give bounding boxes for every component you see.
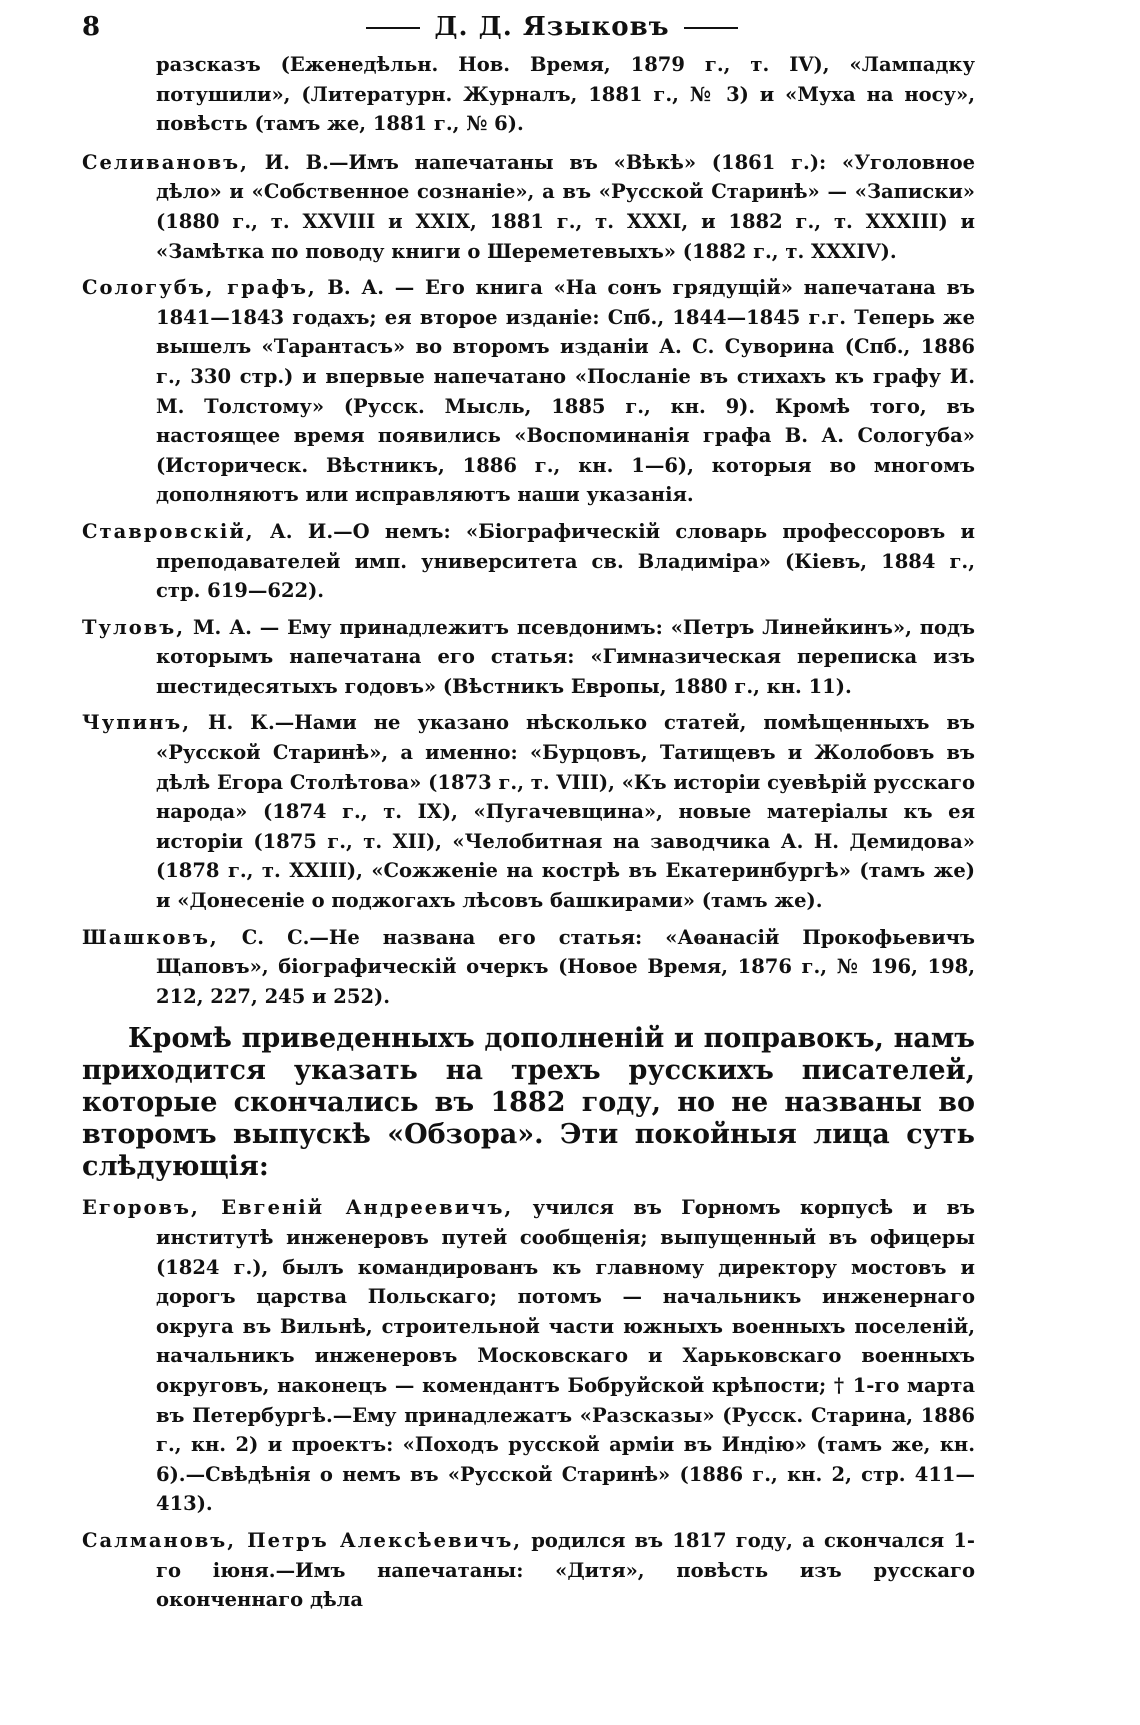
entry-name: Чупинъ,	[82, 711, 192, 735]
entry-continuation	[82, 50, 975, 139]
entry-chupin	[82, 708, 975, 915]
entry-selivanov	[82, 148, 975, 266]
entry-text: А. И.—О немъ: «Біографическій словарь профессоровъ и преподавателей имп. университета св. Владиміра» (Кіевъ, 1884 г., стр. 619—622).	[156, 519, 975, 603]
entry-text: Н. К.—Нами не указано нѣсколько статей, помѣщенныхъ въ «Русской Старинѣ», а именно: «Бурцовъ, Татищевъ и Жолобовъ въ дѣлѣ Егора Столѣтова» (1873 г., т. VIII), «Къ исторіи суевѣрій русскаго народа» (1874 г., т. IX), «Пугачевщина», новые матеріалы къ ея исторіи (1875 г., т. XII), «Челобитная на заводчика А. Н. Демидова» (1878 г., т. XXIII), «Сожженіе на кострѣ въ Екатеринбургѣ» (тамъ же) и «Донесеніе о поджогахъ лѣсовъ башкирами» (тамъ же).	[156, 711, 975, 913]
entry-text: С. С.—Не названа его статья: «Аѳанасій Прокофьевичъ Щаповъ», біографическій очеркъ (Новое Время, 1876 г., № 196, 198, 212, 227, 245 и 252).	[156, 925, 975, 1008]
entry-stavrovsky	[82, 517, 975, 606]
entry-name: Туловъ,	[82, 615, 186, 639]
entry-name: Шашковъ,	[82, 925, 219, 949]
entry-name: Селивановъ,	[82, 150, 249, 174]
intro-paragraph: Кромѣ приведенныхъ дополненій и поправокъ, намъ приходится указать на трехъ русскихъ писателей, которые скончались въ 1882 году, но не названы во второмъ выпускѣ «Обзора». Эти покойныя лица суть слѣдующія:	[82, 1023, 975, 1183]
entry-text: М. А. — Ему принадлежитъ псевдонимъ: «Петръ Линейкинъ», подъ которымъ напечатана его статья: «Гимназическая переписка изъ шестидесятыхъ годовъ» (Вѣстникъ Европы, 1880 г., кн. 11).	[156, 615, 975, 698]
running-head	[82, 8, 982, 48]
entry-shashkov	[82, 923, 975, 1012]
entry-name: Салмановъ, Петръ Алексѣевичъ,	[82, 1528, 523, 1552]
entry-egorov	[82, 1193, 975, 1519]
entry-name: Ставровскій,	[82, 519, 255, 543]
entry-name: Егоровъ, Евгеній Андреевичъ,	[82, 1196, 514, 1220]
page-body	[82, 50, 975, 1622]
entry-text: учился въ Горномъ корпусѣ и въ институтѣ инженеровъ путей сообщенія; выпущенный въ офицеры (1824 г.), былъ командированъ къ главному директору мостовъ и дорогъ царства Польскаго; потомъ — начальникъ инженернаго округа въ Вильнѣ, строительной части южныхъ военныхъ поселеній, начальникъ инженеровъ Московскаго и Харьковскаго военныхъ округовъ, наконецъ — комендантъ Бобруйской крѣпости; † 1-го марта въ Петербургѣ.—Ему принадлежатъ «Разсказы» (Русск. Старина, 1886 г., кн. 2) и проектъ: «Походъ русской арміи въ Индію» (тамъ же, кн. 6).—Свѣдѣнія о немъ въ «Русской Старинѣ» (1886 г., кн. 2, стр. 411—413).	[156, 1196, 975, 1516]
entry-text: И. В.—Имъ напечатаны въ «Вѣкѣ» (1861 г.): «Уголовное дѣло» и «Собственное сознаніе», а въ «Русской Старинѣ» — «Записки» (1880 г., т. XXVIII и XXIX, 1881 г., т. XXXI, и 1882 г., т. XXXIII) и «Замѣтка по поводу книги о Шереметевыхъ» (1882 г., т. XXXIV).	[156, 150, 975, 263]
entry-sollogub	[82, 273, 975, 510]
page-number: 8	[82, 12, 101, 42]
entry-text: родился въ 1817 году, а скончался 1-го іюня.—Имъ напечатаны: «Дитя», повѣсть изъ русскаго оконченнаго дѣла	[156, 1528, 975, 1612]
entry-text: разсказъ (Еженедѣльн. Нов. Время, 1879 г., т. IV), «Лампадку потушили», (Литературн. Журналъ, 1881 г., № 3) и «Муха на носу», повѣсть (тамъ же, 1881 г., № 6).	[156, 53, 975, 136]
running-title: Д. Д. Языковъ	[342, 12, 762, 42]
entry-tulov	[82, 613, 975, 702]
entry-salmanov	[82, 1526, 975, 1615]
entry-name: Сологубъ, графъ,	[82, 276, 317, 300]
entry-text: В. А. — Его книга «На сонъ грядущій» напечатана въ 1841—1843 годахъ; ея второе изданіе: Спб., 1844—1845 г.г. Теперь же вышелъ «Тарантасъ» во второмъ изданіи А. С. Суворина (Спб., 1886 г., 330 стр.) и впервые напечатано «Посланіе въ стихахъ къ графу И. М. Толстому» (Русск. Мысль, 1885 г., кн. 9). Кромѣ того, въ настоящее время появились «Воспоминанія графа В. А. Сологуба» (Историческ. Вѣстникъ, 1886 г., кн. 1—6), которыя во многомъ дополняютъ или исправляютъ наши указанія.	[156, 276, 976, 507]
